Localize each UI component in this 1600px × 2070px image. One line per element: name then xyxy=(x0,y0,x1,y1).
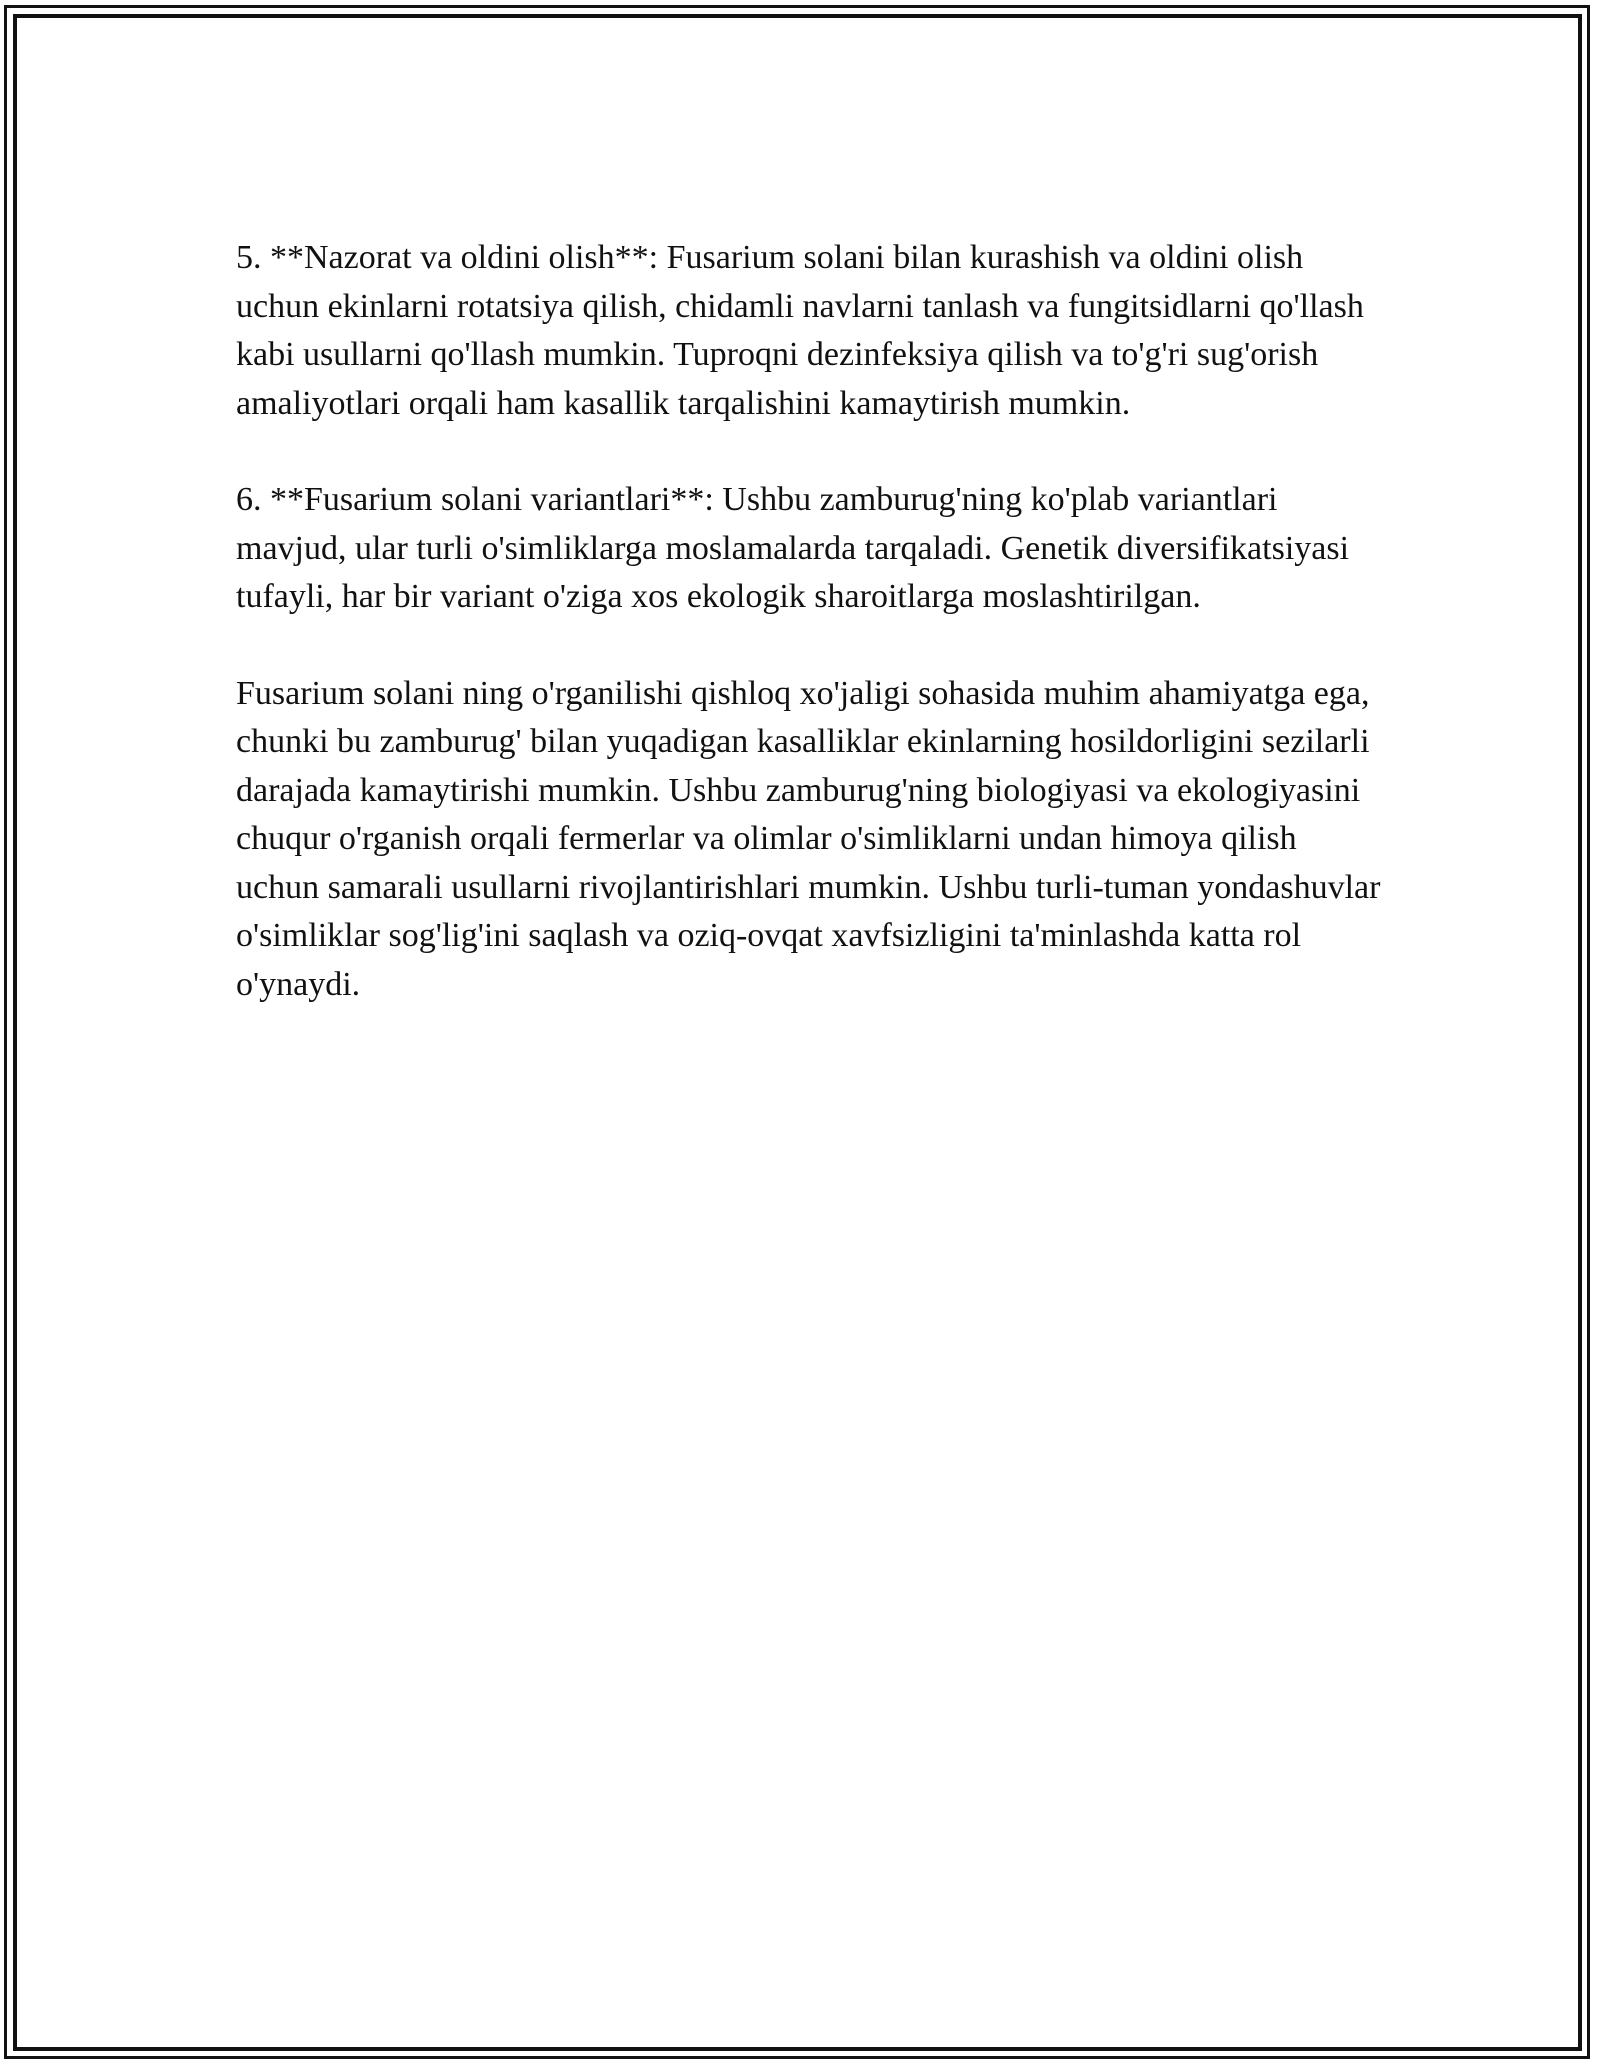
paragraph-control-prevention: 5. **Nazorat va oldini olish**: Fusarium solani bilan kurashish va oldini olish uchun ekinlarni rotatsiya qilish, chidamli navlarni tanlash va fungitsidlarni qo'llash kabi usullarni qo'llash mumkin. Tuproqni dezinfeksiya qilish va to'g'ri sug'orish amaliyotlari orqali ham kasallik tarqalishini kamaytirish mumkin. xyxy=(236,239,1364,422)
paragraph-conclusion: Fusarium solani ning o'rganilishi qishloq xo'jaligi sohasida muhim ahamiyatga ega, chunki bu zamburug' bilan yuqadigan kasalliklar ekinlarning hosildorligini sezilarli darajada kamaytirishi mumkin. Ushbu zamburug'ning biologiyasi va ekologiyasini chuqur o'rganish orqali fermerlar va olimlar o'simliklarni undan himoya qilish uchun samarali usullarni rivojlantirishlari mumkin. Ushbu turli-tuman yondashuvlar o'simliklar sog'lig'ini saqlash va oziq-ovqat xavfsizligini ta'minlashda katta rol o'ynaydi. xyxy=(236,674,1381,1003)
document-body xyxy=(236,234,1386,1057)
paragraph-variants: 6. **Fusarium solani variantlari**: Ushbu zamburug'ning ko'plab variantlari mavjud, ular turli o'simliklarga moslamalarda tarqaladi. Genetik diversifikatsiyasi tufayli, har bir variant o'ziga xos ekologik sharoitlarga moslashtirilgan. xyxy=(236,481,1350,615)
